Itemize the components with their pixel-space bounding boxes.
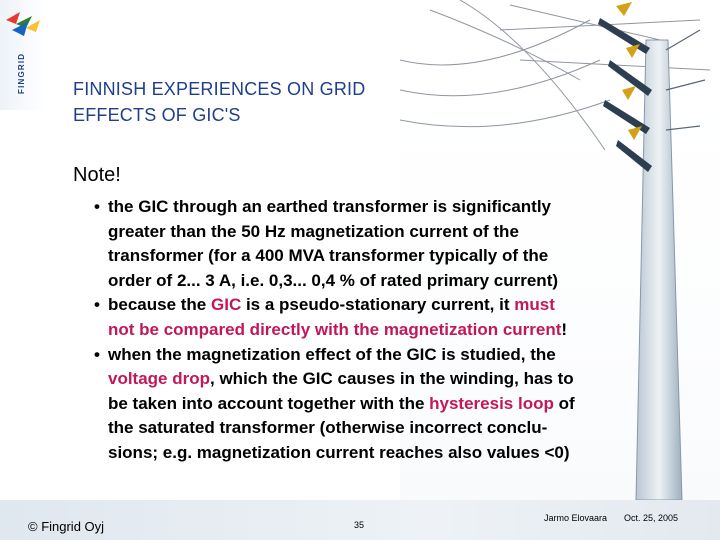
text-run: is a pseudo-stationary current, it [241, 295, 515, 315]
bullet-3-line-1: when the magnetization effect of the GIC is studied, the [108, 344, 556, 364]
bullet-3-line-4: the saturated transformer (otherwise incorrect conclu- [108, 418, 548, 438]
bullet-1-line-1: the GIC through an earthed transformer is significantly [108, 197, 552, 216]
copyright-text: © Fingrid Oyj [28, 519, 105, 534]
bullet-3-line-5: sions; e.g. magnetization current reaches also values <0) [108, 442, 570, 462]
bullet-icon: • [94, 344, 100, 364]
text-run: of [553, 393, 575, 413]
text-run: be taken into account together with the [108, 393, 430, 413]
bullet-icon: • [94, 295, 100, 315]
bullet-1-line-4: order of 2... 3 A, i.e. 0,3... 0,4 % of rated primary current) [108, 270, 559, 290]
bullet-1-line-2: greater than the 50 Hz magnetization current of the [108, 221, 519, 241]
bullet-list [94, 195, 670, 466]
text-run: , which the GIC causes in the winding, has to [210, 369, 574, 389]
bullet-2-line-2 [108, 318, 670, 343]
highlight-not-compared: not be compared directly with the magnetization current [108, 319, 562, 339]
fingrid-logo [2, 6, 46, 102]
bullet-2-line-1 [108, 293, 670, 318]
highlight-must: must [514, 295, 555, 315]
bullet-item-3 [94, 343, 670, 466]
highlight-hysteresis-loop: hysteresis loop [429, 393, 554, 413]
bullet-3-line-2 [108, 367, 670, 392]
highlight-gic: GIC [211, 295, 242, 315]
page-number: 35 [354, 520, 365, 530]
presentation-date: Oct. 25, 2005 [624, 513, 679, 523]
text-run: ! [561, 319, 568, 339]
note-heading: Note! [73, 164, 121, 186]
author-name: Jarmo Elovaara [544, 513, 608, 523]
bullet-3-line-3 [108, 392, 670, 417]
bullet-item-2 [94, 293, 670, 342]
title-line-1: FINNISH EXPERIENCES ON GRID [73, 79, 366, 99]
slide-title [73, 76, 493, 128]
logo-flags-icon [6, 12, 40, 36]
text-run: because the [108, 295, 211, 315]
highlight-voltage-drop: voltage drop [108, 369, 211, 389]
title-line-2: EFFECTS OF GIC'S [73, 105, 241, 125]
bullet-icon: • [94, 197, 100, 216]
bullet-item-1 [94, 195, 670, 293]
bullet-1-line-3: transformer (for a 400 MVA transformer typically of the [108, 246, 549, 266]
logo-text: FINGRID [17, 52, 26, 94]
